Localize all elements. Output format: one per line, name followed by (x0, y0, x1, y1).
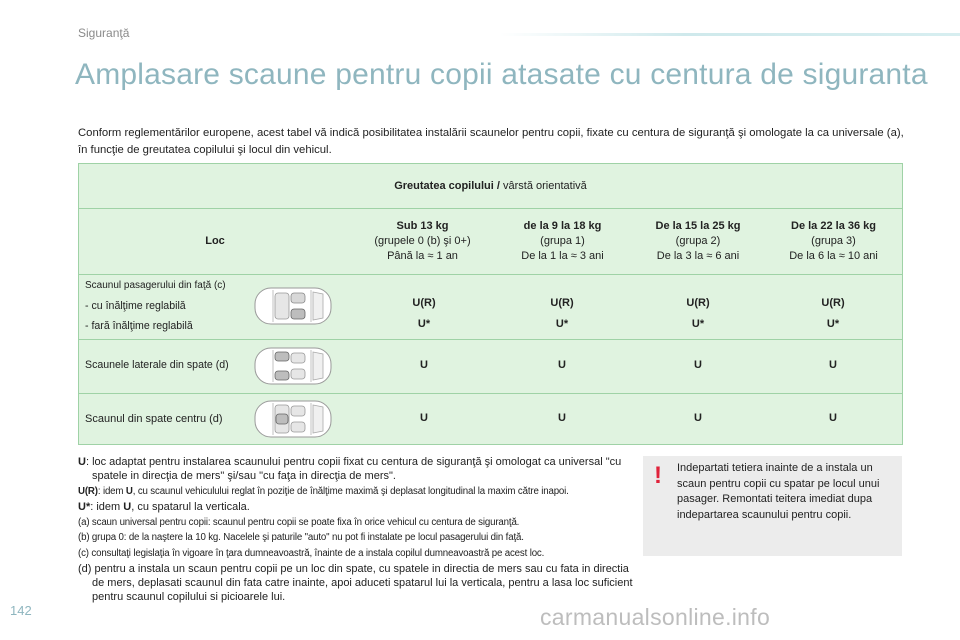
loc-label: Loc (205, 234, 225, 247)
column-age: De la 3 la ≈ 6 ani (656, 249, 740, 262)
note-b: (b) grupa 0: de la naştere la 10 kg. Nacelele şi paturile "auto" nu pot fi instalate pe locul pasagerului din faţă. (78, 532, 524, 543)
column-age: De la 1 la ≈ 3 ani (521, 249, 604, 262)
cell-value: U (694, 412, 702, 424)
section-label: Siguranţă (78, 26, 130, 40)
cell-value: U* (691, 318, 705, 330)
note-text: , cu spatarul la verticala. (131, 501, 250, 513)
column-group: (grupa 1) (540, 234, 585, 247)
seat-label: Scaunul pasagerului din faţă (c) (85, 280, 226, 291)
page-number: 142 (10, 603, 32, 618)
column-group: (grupa 3) (811, 234, 856, 247)
seat-sublabel: - cu înălţime reglabilă (85, 300, 186, 312)
column-age: De la 6 la ≈ 10 ani (789, 249, 878, 262)
note-text: : loc adaptat pentru instalarea scaunului pentru copii fixat cu centura de siguranţă şi omologat ca universal "cu spatele in direcţia de mers" şi/sau "cu faţa in direcţia de mers". (85, 456, 622, 482)
cell-value: U* (555, 318, 569, 330)
car-rear-side-seat-icon (253, 344, 335, 388)
table-row (79, 393, 902, 444)
cell-value: U (558, 412, 566, 424)
seat-label: Scaunele laterale din spate (d) (85, 359, 229, 371)
note-u (78, 455, 638, 483)
seat-table (78, 163, 903, 445)
column-group: (grupa 2) (675, 234, 721, 247)
cell-value: U* (417, 318, 431, 330)
note-key: U (78, 456, 86, 468)
column-group: (grupele 0 (b) şi 0+) (374, 234, 471, 247)
note-text: : idem (90, 501, 124, 513)
cell-value: U(R) (412, 297, 436, 309)
car-front-seat-icon (253, 284, 335, 328)
table-row (79, 274, 902, 340)
column-header (765, 208, 902, 274)
cell-value: U (420, 412, 428, 424)
column-weight: de la 9 la 18 kg (523, 219, 602, 232)
column-age: Până la ≈ 1 an (387, 249, 458, 262)
cell-value: U (694, 359, 702, 371)
cell-value: U(R) (686, 297, 710, 309)
cell-value: U* (826, 318, 840, 330)
column-weight: De la 15 la 25 kg (655, 219, 741, 232)
table-row (79, 339, 902, 394)
cell-value: U(R) (821, 297, 845, 309)
column-header (631, 208, 765, 274)
notes (78, 455, 638, 606)
warning-text: Indepartati tetiera inainte de a instala un scaun pentru copii cu spatar pe locul unui pasager. Remontati teitera imediat dupa indepartarea scaunului pentru copii. (677, 462, 880, 521)
column-weight: Sub 13 kg (396, 219, 449, 232)
warning-box (643, 456, 902, 556)
column-header (351, 208, 494, 274)
column-header-row (79, 208, 902, 275)
note-ur (78, 485, 638, 499)
note-text: , cu scaunul vehiculului reglat în poziţie de înălţime maximă şi deplasat longitudinal la maxim către inapoi. (132, 485, 569, 497)
seat-sublabel: - fară înălţime reglabilă (85, 320, 193, 332)
table-title-row (79, 164, 902, 209)
column-header (494, 208, 631, 274)
note-d: (d) pentru a instala un scaun pentru copii pe un loc din spate, cu spatele in directia de mers sau cu fata in directia de mers, deplasati scaunul din fata catre inainte, apoi aduceti spatarul lui la verticala, pentru a lasa loc suficient pentru scaunul copilului si picioarele lui. (78, 563, 633, 603)
seat-label: Scaunul din spate centru (d) (85, 413, 223, 425)
note-ustar (78, 500, 638, 514)
intro-paragraph: Conform reglementărilor europene, acest tabel vă indică posibilitatea instalării scaunelor pentru copii, fixate cu centura de siguranţă şi omologate la ca universale (a), în funcţie de greutatea copilului şi locul din vehicul. (78, 127, 904, 156)
note-key: U* (78, 501, 91, 513)
note-key: U (125, 485, 133, 497)
header-rule (500, 33, 960, 36)
table-title-rest: vârstă orientativă (499, 180, 587, 192)
note-key: U(R) (78, 485, 98, 497)
note-text: : idem (97, 485, 126, 497)
loc-header (79, 208, 351, 274)
table-title-bold: Greutatea copilului / (394, 180, 500, 192)
cell-value: U(R) (550, 297, 574, 309)
table-title (79, 164, 902, 208)
note-key: U (123, 501, 132, 513)
car-rear-center-seat-icon (253, 397, 335, 441)
column-weight: De la 22 la 36 kg (791, 219, 876, 232)
cell-value: U (829, 412, 837, 424)
cell-value: U (420, 359, 428, 371)
page-title: Amplasare scaune pentru copii atasate cu centura de siguranta (75, 58, 928, 91)
exclamation-icon: ! (654, 462, 662, 489)
note-c: (c) consultaţi legislaţia în vigoare în ţara dumneavoastră, înainte de a instala copilul dumneavoastră pe acest loc. (78, 547, 545, 559)
note-a: (a) scaun universal pentru copii: scaunul pentru copii se poate fixa în orice vehicul cu centura de siguranţă. (78, 516, 520, 528)
watermark: carmanualsonline.info (540, 604, 771, 630)
cell-value: U (558, 359, 566, 371)
cell-value: U (829, 359, 837, 371)
